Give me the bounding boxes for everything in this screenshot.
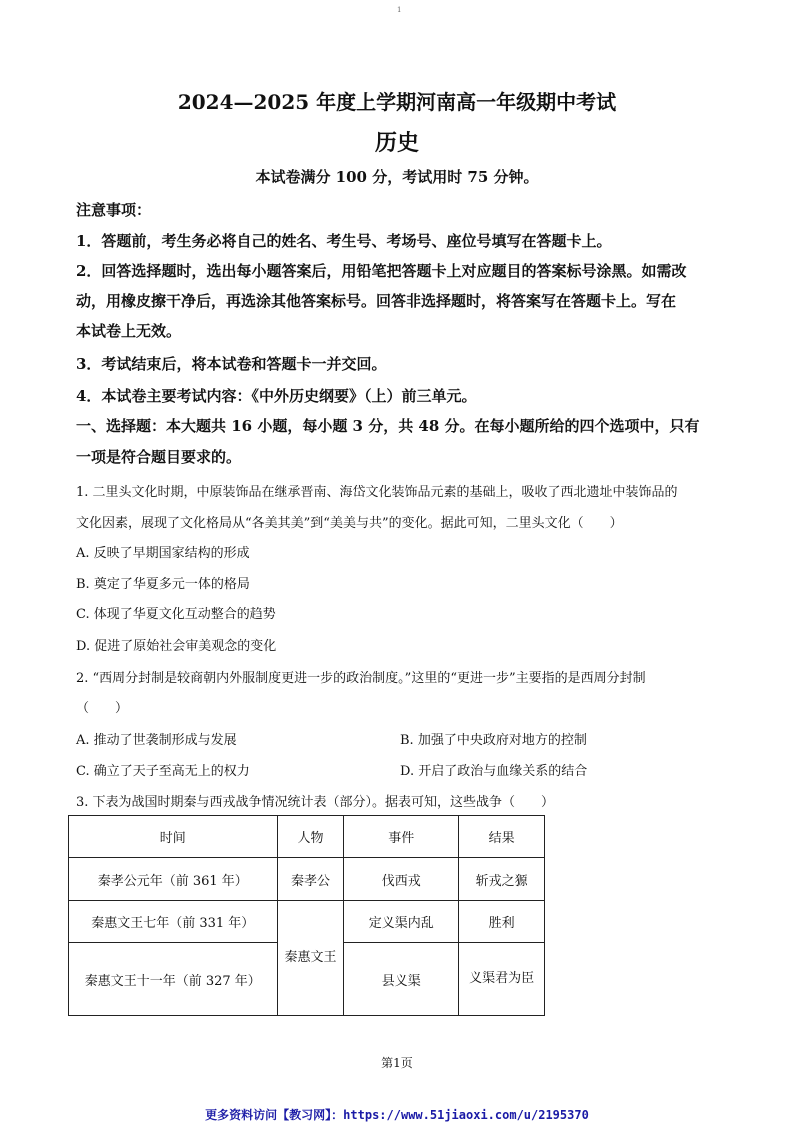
question-1-option-d: D. 促进了原始社会审美观念的变化 bbox=[76, 639, 277, 654]
exam-subject: 历史 bbox=[374, 130, 419, 156]
question-1-option-b: B. 奠定了华夏多元一体的格局 bbox=[76, 577, 250, 592]
question-2-option-b: B. 加强了中央政府对地方的控制 bbox=[400, 733, 587, 748]
table-header-row bbox=[69, 816, 545, 858]
section-heading: 一、选择题：本大题共 16 小题，每小题 3 分，共 48 分。在每小题所给的四个选项中，只有 bbox=[76, 417, 700, 435]
table-cell: 秦惠文王十一年（前 327 年） bbox=[69, 943, 278, 1016]
question-2-stem: 2. “西周分封制是较商朝内外服制度更进一步的政治制度。”这里的“更进一步”主要指的是西周分封制 bbox=[76, 671, 646, 686]
table-cell: 秦孝公 bbox=[277, 858, 344, 901]
section-heading-cont: 一项是符合题目要求的。 bbox=[76, 448, 242, 466]
table-row bbox=[69, 901, 545, 943]
notice-line: 3．考试结束后，将本试卷和答题卡一并交回。 bbox=[76, 355, 387, 373]
footer-link[interactable]: 更多资料访问【教习网】：https://www.51jiaoxi.com/u/2195370 bbox=[205, 1108, 589, 1122]
question-1-stem: 1. 二里头文化时期，中原装饰品在继承晋南、海岱文化装饰品元素的基础上，吸收了西北遗址中装饰品的 bbox=[76, 485, 678, 500]
page-number: 第1页 bbox=[381, 1056, 413, 1070]
exam-meta: 本试卷满分 100 分，考试用时 75 分钟。 bbox=[255, 168, 539, 186]
question-3-stem: 3. 下表为战国时期秦与西戎战争情况统计表（部分）。据表可知，这些战争（ ） bbox=[76, 795, 555, 810]
table-cell-merged: 秦惠文王 bbox=[277, 901, 344, 1016]
table-row bbox=[69, 858, 545, 901]
table-cell: 胜利 bbox=[459, 901, 545, 943]
table-header-cell: 事件 bbox=[344, 816, 459, 858]
question-1-option-a: A. 反映了早期国家结构的形成 bbox=[76, 546, 250, 561]
question-2-stem-cont: （ ） bbox=[76, 701, 129, 716]
table-cell: 秦孝公元年（前 361 年） bbox=[69, 858, 278, 901]
top-page-mark: 1 bbox=[397, 6, 402, 14]
notice-line: 动，用橡皮擦干净后，再选涂其他答案标号。回答非选择题时，将答案写在答题卡上。写在 bbox=[76, 292, 677, 310]
notice-line: 2．回答选择题时，选出每小题答案后，用铅笔把答题卡上对应题目的答案标号涂黑。如需改 bbox=[76, 262, 687, 280]
table-header-cell: 人物 bbox=[277, 816, 344, 858]
table-cell: 县义渠 bbox=[344, 943, 459, 1016]
notice-line: 本试卷上无效。 bbox=[76, 322, 182, 340]
question-2-option-a: A. 推动了世袭制形成与发展 bbox=[76, 733, 237, 748]
question-1-stem-cont: 文化因素，展现了文化格局从“各美其美”到“美美与共”的变化。据此可知，二里头文化（ ） bbox=[76, 516, 623, 531]
table-cell: 斩戎之獂 bbox=[459, 858, 545, 901]
table-cell: 秦惠文王七年（前 331 年） bbox=[69, 901, 278, 943]
notice-line: 1．答题前，考生务必将自己的姓名、考生号、考场号、座位号填写在答题卡上。 bbox=[76, 232, 612, 250]
war-statistics-table bbox=[68, 815, 545, 1016]
table-header-cell: 结果 bbox=[459, 816, 545, 858]
question-1-option-c: C. 体现了华夏文化互动整合的趋势 bbox=[76, 607, 276, 622]
question-2-option-c: C. 确立了天子至高无上的权力 bbox=[76, 764, 250, 779]
exam-title: 2024—2025 年度上学期河南高一年级期中考试 bbox=[177, 90, 617, 114]
notice-line: 4．本试卷主要考试内容：《中外历史纲要》（上）前三单元。 bbox=[76, 387, 477, 405]
table-cell: 义渠君为臣 bbox=[459, 943, 545, 1016]
table-header-cell: 时间 bbox=[69, 816, 278, 858]
notice-heading: 注意事项： bbox=[76, 201, 152, 219]
table-cell: 伐西戎 bbox=[344, 858, 459, 901]
table-cell: 定义渠内乱 bbox=[344, 901, 459, 943]
question-2-option-d: D. 开启了政治与血缘关系的结合 bbox=[400, 764, 588, 779]
